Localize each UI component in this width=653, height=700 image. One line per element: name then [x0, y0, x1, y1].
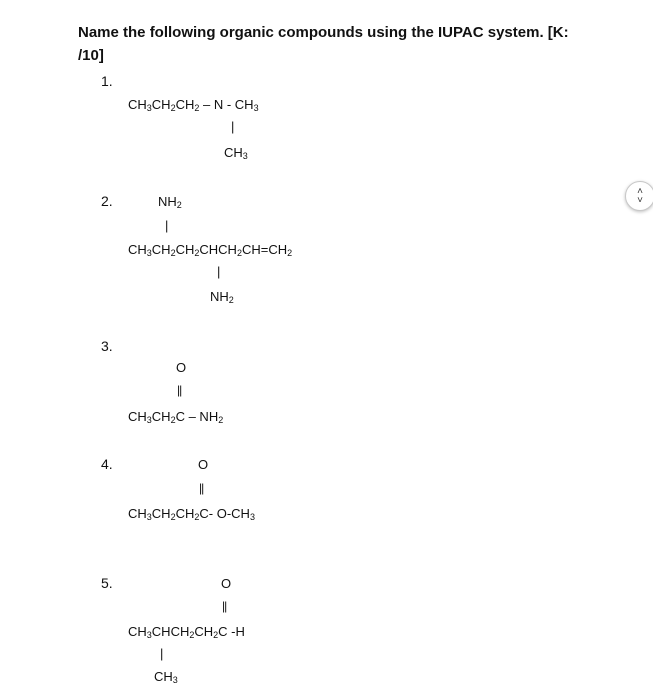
item-1-number: 1.: [101, 73, 113, 89]
item-2-top-substituent: $NH_2$: [158, 194, 182, 210]
item-5-formula: $CH_3CHCH_2CH_2C$ -H: [128, 624, 245, 640]
item-3-oxygen: O: [176, 360, 187, 375]
item-2-number: 2.: [101, 193, 113, 209]
item-5-substituent: $CH_3$: [154, 669, 178, 685]
question-text-line1: Name the following organic compounds using the IUPAC system. [K:: [78, 24, 569, 41]
chevron-up-icon: ˄: [637, 186, 643, 197]
item-4-number: 4.: [101, 456, 113, 472]
page-nav-button[interactable]: [625, 181, 653, 211]
item-3-formula: $CH_3CH_2C - NH_2$: [128, 409, 224, 425]
item-2-top-bond: |: [165, 218, 169, 233]
item-2-bottom-substituent: $NH_2$: [210, 289, 234, 305]
item-1-formula: $CH_3CH_2CH_2$ – N - $CH_3$: [128, 97, 259, 113]
item-5-double-bond: ||: [222, 599, 227, 613]
item-4-double-bond: ||: [199, 481, 204, 495]
item-5-bond: |: [160, 646, 164, 661]
item-1-bond: |: [231, 119, 235, 134]
item-1-substituent: $CH_3$: [224, 145, 248, 161]
item-2-formula: $CH_3CH_2CH_2CHCH_2CH=CH_2$: [128, 242, 293, 258]
item-3-double-bond: ||: [177, 383, 182, 397]
item-4-formula: $CH_3CH_2CH_2C-$ $O-CH_3$: [128, 506, 255, 522]
chevron-down-icon: ˅: [637, 195, 643, 206]
item-3-number: 3.: [101, 338, 113, 354]
item-4-oxygen: O: [198, 457, 209, 472]
question-text-line2: /10]: [78, 47, 104, 64]
item-5-number: 5.: [101, 575, 113, 591]
item-5-oxygen: O: [221, 576, 232, 591]
item-2-bottom-bond: |: [217, 264, 221, 279]
